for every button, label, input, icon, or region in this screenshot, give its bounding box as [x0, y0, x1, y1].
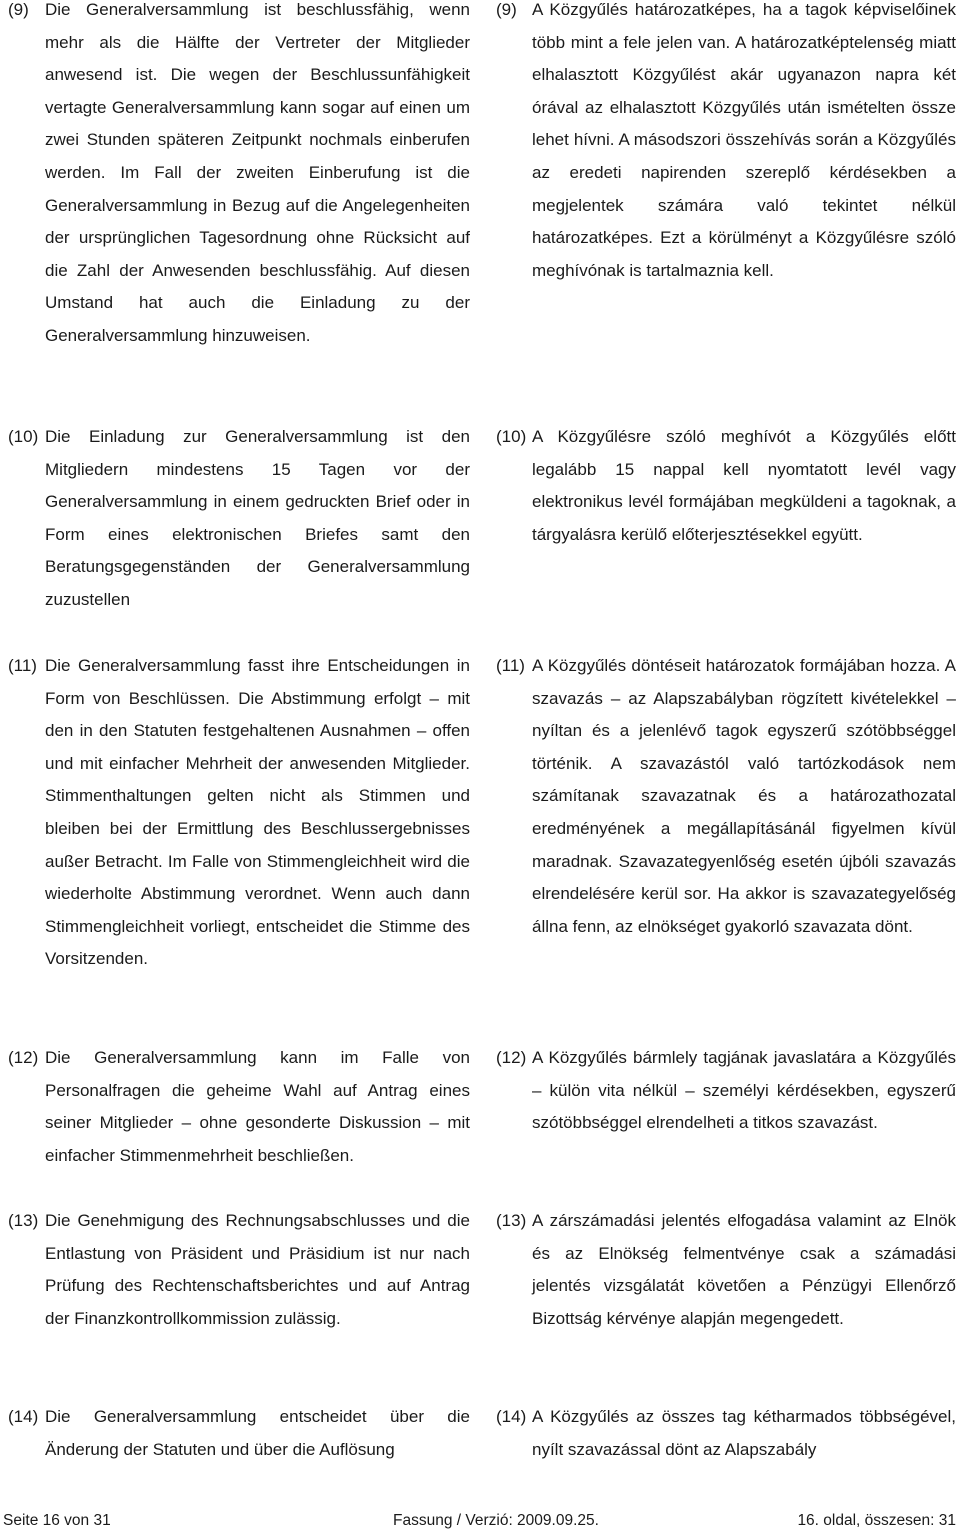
paragraph-de-13	[8, 1205, 470, 1335]
paragraph-text: A zárszámadási jelentés elfogadása valamint az Elnök és az Elnökség felmentvénye csak a számadási jelentés vizsgálatát követően a Pénzügyi Ellenőrző Bizottság kérvénye alapján megengedett.	[532, 1211, 956, 1328]
paragraph-number: (9)	[496, 0, 517, 19]
paragraph-hu-9	[496, 0, 956, 287]
paragraph-hu-14	[496, 1401, 956, 1466]
paragraph-number: (13)	[8, 1211, 39, 1230]
page-footer	[0, 1510, 960, 1532]
footer-version: Fassung / Verzió: 2009.09.25.	[393, 1512, 599, 1529]
paragraph-text: Die Genehmigung des Rechnungsabschlusses und die Entlastung von Präsident und Präsidium ist nur nach Prüfung des Rechtenschaftsberichtes und auf Antrag der Finanzkontrollkommission zulässig.	[45, 1211, 470, 1328]
paragraph-de-14	[8, 1401, 470, 1466]
paragraph-hu-12	[496, 1042, 956, 1140]
paragraph-text: Die Generalversammlung ist beschlussfähig, wenn mehr als die Hälfte der Vertreter der Mitglieder anwesend ist. Die wegen der Beschlussunfähigkeit vertagte Generalversammlung kann sogar auf einen um zwei Stunden späteren Zeitpunkt nochmals einberufen werden. Im Fall der zweiten Einberufung ist die Generalversammlung in Bezug auf die Angelegenheiten der ursprünglichen Tagesordnung ohne Rücksicht auf die Zahl der Anwesenden beschlussfähig. Auf diesen Umstand hat auch die Einladung zu der Generalversammlung hinzuweisen.	[45, 0, 470, 345]
paragraph-text: A Közgyűlés az összes tag kétharmados többségével, nyílt szavazással dönt az Alapszabály	[532, 1407, 956, 1459]
paragraph-number: (12)	[496, 1048, 527, 1067]
paragraph-number: (10)	[496, 427, 527, 446]
paragraph-text: Die Einladung zur Generalversammlung ist den Mitgliedern mindestens 15 Tagen vor der Generalversammlung in einem gedruckten Brief oder in Form eines elektronischen Briefes samt den Beratungsgegenständen der Generalversammlung zuzustellen	[45, 427, 470, 609]
paragraph-number: (11)	[8, 656, 37, 675]
paragraph-text: A Közgyűlés határozatképes, ha a tagok képviselőinek több mint a fele jelen van. A határozatképtelenség miatt elhalasztott Közgyűlést akár ugyanazon napra két órával az elhalasztott Közgyűlés után ismételten össze lehet hívni. A másodszori összehívás során a Közgyűlés az eredeti napirenden szereplő kérdésekben a megjelentek számára való tekintet nélkül határozatképes. Ezt a körülményt a Közgyűlésre szóló meghívónak is tartalmaznia kell.	[532, 0, 956, 280]
paragraph-number: (10)	[8, 427, 39, 446]
paragraph-number: (14)	[8, 1407, 39, 1426]
paragraph-text: A Közgyűlésre szóló meghívót a Közgyűlés előtt legalább 15 nappal kell nyomtatott levél vagy elektronikus levél formájában megküldeni a tagoknak, a tárgyalásra kerülő előterjesztésekkel együtt.	[532, 427, 956, 544]
paragraph-de-9	[8, 0, 470, 353]
paragraph-number: (13)	[496, 1211, 527, 1230]
paragraph-de-11	[8, 650, 470, 976]
paragraph-number: (14)	[496, 1407, 527, 1426]
paragraph-de-10	[8, 421, 470, 617]
footer-page-number-hu: 16. oldal, összesen: 31	[797, 1512, 956, 1529]
paragraph-hu-11	[496, 650, 956, 943]
footer-page-number-de: Seite 16 von 31	[3, 1512, 111, 1529]
paragraph-number: (11)	[496, 656, 525, 675]
paragraph-number: (12)	[8, 1048, 39, 1067]
paragraph-text: A Közgyűlés bármlely tagjának javaslatára a Közgyűlés – külön vita nélkül – személyi kérdésekben, egyszerű szótöbbséggel elrendelheti a titkos szavazást.	[532, 1048, 956, 1133]
paragraph-hu-13	[496, 1205, 956, 1335]
paragraph-text: Die Generalversammlung entscheidet über die Änderung der Statuten und über die Auflösung	[45, 1407, 470, 1459]
paragraph-text: Die Generalversammlung kann im Falle von Personalfragen die geheime Wahl auf Antrag eines seiner Mitglieder – ohne gesonderte Diskussion – mit einfacher Stimmenmehrheit beschließen.	[45, 1048, 470, 1165]
paragraph-number: (9)	[8, 0, 29, 19]
paragraph-de-12	[8, 1042, 470, 1172]
paragraph-text: Die Generalversammlung fasst ihre Entscheidungen in Form von Beschlüssen. Die Abstimmung erfolgt – mit den in den Statuten festgehaltenen Ausnahmen – offen und mit einfacher Mehrheit der anwesenden Mitglieder. Stimmenthaltungen gelten nicht als Stimmen und bleiben bei der Ermittlung des Beschlussergebnisses außer Betracht. Im Falle von Stimmengleichheit wird die wiederholte Abstimmung verordnet. Wenn auch dann Stimmengleichheit vorliegt, entscheidet die Stimme des Vorsitzenden.	[45, 656, 470, 969]
paragraph-text: A Közgyűlés döntéseit határozatok formájában hozza. A szavazás – az Alapszabályban rögzített kivételekkel – nyíltan és a jelenlévő tagok egyszerű szótöbbséggel történik. A szavazástól való tartózkodások nem számítanak szavazatnak és a határozathozatal eredményének a megállapításánál figyelmen kívül maradnak. Szavazategyenlőség esetén újbóli szavazás elrendelésére kerül sor. Ha akkor is szavazategyelőség állna fenn, az elnökséget gyakorló szavazata dönt.	[532, 656, 956, 936]
paragraph-hu-10	[496, 421, 956, 551]
